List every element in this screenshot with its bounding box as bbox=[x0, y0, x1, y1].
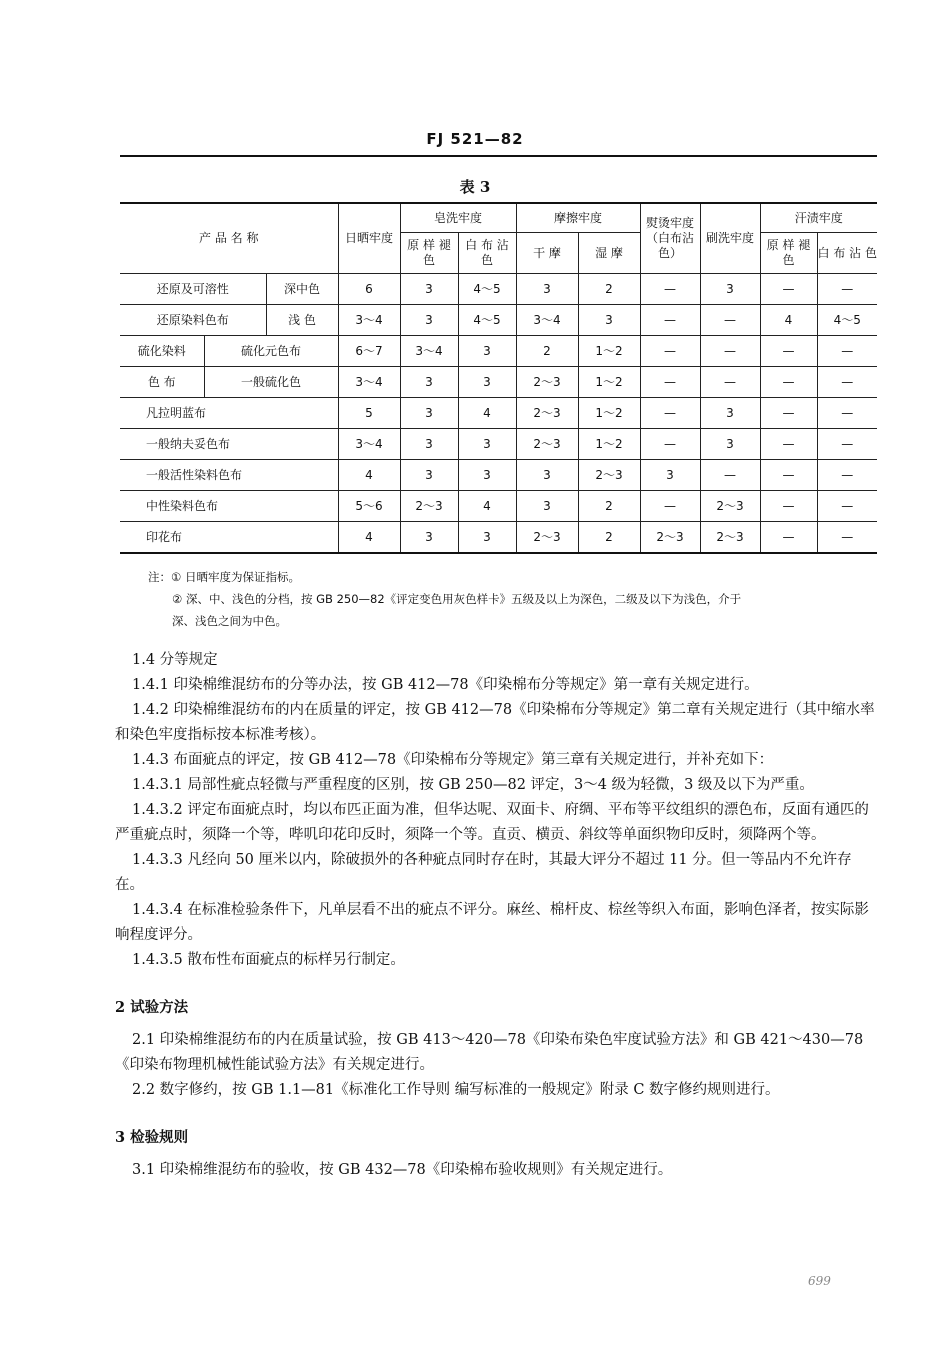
cell: 5～6 bbox=[338, 491, 400, 522]
cell: — bbox=[700, 367, 760, 398]
cell: 3 bbox=[578, 305, 640, 336]
cell: 4～5 bbox=[458, 305, 516, 336]
cell: — bbox=[760, 491, 817, 522]
cell: 3 bbox=[458, 367, 516, 398]
row-sub: 一般硫化色 bbox=[204, 367, 338, 398]
header-product: 产 品 名 称 bbox=[120, 203, 338, 274]
cell: — bbox=[640, 367, 700, 398]
cell: 2～3 bbox=[516, 522, 578, 554]
cell: 2～3 bbox=[516, 367, 578, 398]
header-rule bbox=[120, 155, 877, 157]
cell: — bbox=[760, 336, 817, 367]
row-group: 还原及可溶性 bbox=[120, 274, 266, 305]
header-sweat-orig: 原 样 褪 色 bbox=[760, 233, 817, 274]
cell: 1～2 bbox=[578, 336, 640, 367]
row-product: 印花布 bbox=[120, 522, 338, 554]
cell: 2 bbox=[578, 522, 640, 554]
row-group: 还原染料色布 bbox=[120, 305, 266, 336]
cell: — bbox=[760, 398, 817, 429]
header-iron-sub: （白布沾色） bbox=[645, 231, 694, 260]
row-product: 一般活性染料色布 bbox=[120, 460, 338, 491]
table-notes bbox=[148, 566, 878, 632]
cell: 4 bbox=[338, 460, 400, 491]
section-1-4: 1.4 分等规定 bbox=[132, 652, 218, 668]
cell: 3 bbox=[458, 522, 516, 554]
cell: — bbox=[817, 522, 877, 554]
cell: 1～2 bbox=[578, 429, 640, 460]
table-row bbox=[120, 522, 877, 554]
section-2-2: 2.2 数字修约，按 GB 1.1—81《标准化工作导则 编写标准的一般规定》附录 C 数字修约规则进行。 bbox=[132, 1082, 780, 1098]
cell: 3～4 bbox=[400, 336, 458, 367]
row-product: 一般纳夫妥色布 bbox=[120, 429, 338, 460]
cell: — bbox=[700, 460, 760, 491]
cell: 3 bbox=[458, 336, 516, 367]
header-soap-stain: 白 布 沾 色 bbox=[458, 233, 516, 274]
row-sub: 硫化元色布 bbox=[204, 336, 338, 367]
row-product: 中性染料色布 bbox=[120, 491, 338, 522]
cell: 3 bbox=[400, 522, 458, 554]
header-rub-dry: 干 摩 bbox=[516, 233, 578, 274]
cell: 3～4 bbox=[338, 367, 400, 398]
header-sweat: 汗渍牢度 bbox=[760, 203, 877, 233]
cell: 2～3 bbox=[700, 522, 760, 554]
table-row bbox=[120, 398, 877, 429]
fastness-table bbox=[120, 202, 877, 554]
section-1-4-2: 1.4.2 印染棉维混纺布的内在质量的评定，按 GB 412—78《印染棉布分等规定》第二章有关规定进行（其中缩水率和染色牢度指标按本标准考核）。 bbox=[115, 702, 875, 743]
section-1-4-3-4: 1.4.3.4 在标准检验条件下，凡单层看不出的疵点不评分。麻丝、棉杆皮、棕丝等织入布面，影响色泽者，按实际影响程度评分。 bbox=[115, 902, 869, 943]
cell: — bbox=[760, 274, 817, 305]
table-row bbox=[120, 367, 877, 398]
cell: 4 bbox=[760, 305, 817, 336]
header-soap: 皂洗牢度 bbox=[400, 203, 516, 233]
cell: — bbox=[760, 367, 817, 398]
cell: 3 bbox=[516, 460, 578, 491]
cell: 4 bbox=[458, 398, 516, 429]
cell: 3 bbox=[400, 460, 458, 491]
cell: 4～5 bbox=[817, 305, 877, 336]
cell: 4 bbox=[458, 491, 516, 522]
cell: — bbox=[817, 460, 877, 491]
cell: 2～3 bbox=[516, 398, 578, 429]
section-1-4-3-2: 1.4.3.2 评定布面疵点时，均以布匹正面为准，但华达呢、双面卡、府绸、平布等平纹组织的漂色布，反面有通匹的严重疵点时，须降一个等，哔叽印花印反时，须降一个等。直贡、横贡、斜纹等单面织物印反时，须降两个等。 bbox=[115, 802, 869, 843]
table-row bbox=[120, 429, 877, 460]
section-2-heading: 2 试验方法 bbox=[115, 999, 189, 1016]
cell: — bbox=[760, 429, 817, 460]
section-3-1: 3.1 印染棉维混纺布的验收，按 GB 432—78《印染棉布验收规则》有关规定进行。 bbox=[132, 1162, 673, 1178]
section-1-4-3: 1.4.3 布面疵点的评定，按 GB 412—78《印染棉布分等规定》第三章有关规定进行，并补充如下： bbox=[132, 752, 774, 768]
cell: 6 bbox=[338, 274, 400, 305]
section-1-4-1: 1.4.1 印染棉维混纺布的分等办法，按 GB 412—78《印染棉布分等规定》第一章有关规定进行。 bbox=[132, 677, 759, 693]
cell: 2 bbox=[578, 491, 640, 522]
cell: — bbox=[640, 429, 700, 460]
row-group: 色 布 bbox=[120, 367, 204, 398]
cell: 3 bbox=[400, 429, 458, 460]
cell: 2～3 bbox=[578, 460, 640, 491]
cell: 1～2 bbox=[578, 367, 640, 398]
table-title: 表 3 bbox=[459, 178, 491, 196]
page-number: 699 bbox=[808, 1274, 831, 1288]
cell: — bbox=[817, 491, 877, 522]
header-light: 日晒牢度 bbox=[338, 203, 400, 274]
document-id: FJ 521—82 bbox=[426, 130, 524, 148]
cell: 2～3 bbox=[400, 491, 458, 522]
cell: — bbox=[760, 460, 817, 491]
table-row bbox=[120, 460, 877, 491]
cell: — bbox=[640, 305, 700, 336]
header-brush: 刷洗牢度 bbox=[700, 203, 760, 274]
section-3-heading: 3 检验规则 bbox=[115, 1129, 189, 1146]
row-group: 硫化染料 bbox=[120, 336, 204, 367]
header-iron bbox=[640, 203, 700, 274]
row-sub: 深中色 bbox=[266, 274, 338, 305]
cell: 3～4 bbox=[338, 429, 400, 460]
cell: 3 bbox=[458, 460, 516, 491]
cell: 3 bbox=[400, 305, 458, 336]
cell: — bbox=[700, 305, 760, 336]
cell: 3 bbox=[400, 367, 458, 398]
table-row bbox=[120, 491, 877, 522]
row-product: 凡拉明蓝布 bbox=[120, 398, 338, 429]
note-2-cont: 深、浅色之间为中色。 bbox=[172, 614, 287, 628]
section-2-1: 2.1 印染棉维混纺布的内在质量试验，按 GB 413～420—78《印染布染色牢度试验方法》和 GB 421～430—78《印染布物理机械性能试验方法》有关规定进行。 bbox=[115, 1032, 864, 1073]
cell: 3 bbox=[700, 398, 760, 429]
cell: 4 bbox=[338, 522, 400, 554]
header-sweat-stain: 白 布 沾 色 bbox=[817, 233, 877, 274]
header-rub: 摩擦牢度 bbox=[516, 203, 640, 233]
cell: 2 bbox=[516, 336, 578, 367]
cell: — bbox=[817, 274, 877, 305]
note-1: 注：① 日晒牢度为保证指标。 bbox=[148, 570, 300, 584]
cell: 2～3 bbox=[516, 429, 578, 460]
cell: — bbox=[640, 398, 700, 429]
section-1-4-3-5: 1.4.3.5 散布性布面疵点的标样另行制定。 bbox=[132, 952, 405, 968]
section-1-4-3-3: 1.4.3.3 凡经向 50 厘米以内，除破损外的各种疵点同时存在时，其最大评分不超过 11 分。但一等品内不允许存在。 bbox=[115, 852, 852, 893]
cell: 3 bbox=[700, 429, 760, 460]
cell: 2～3 bbox=[640, 522, 700, 554]
cell: 6～7 bbox=[338, 336, 400, 367]
cell: 3 bbox=[640, 460, 700, 491]
section-1-4-3-1: 1.4.3.1 局部性疵点轻微与严重程度的区别，按 GB 250—82 评定，3～4 级为轻微，3 级及以下为严重。 bbox=[132, 777, 814, 793]
cell: — bbox=[700, 336, 760, 367]
cell: 3 bbox=[516, 491, 578, 522]
cell: 3 bbox=[700, 274, 760, 305]
cell: 3 bbox=[516, 274, 578, 305]
cell: 2 bbox=[578, 274, 640, 305]
table-row bbox=[120, 305, 877, 336]
cell: 5 bbox=[338, 398, 400, 429]
cell: — bbox=[817, 398, 877, 429]
cell: 3 bbox=[400, 274, 458, 305]
cell: 3 bbox=[458, 429, 516, 460]
cell: 3～4 bbox=[338, 305, 400, 336]
body-text bbox=[115, 648, 877, 1183]
cell: 3 bbox=[400, 398, 458, 429]
cell: — bbox=[640, 336, 700, 367]
header-iron-label: 熨烫牢度 bbox=[645, 216, 694, 230]
cell: — bbox=[760, 522, 817, 554]
table-row bbox=[120, 274, 877, 305]
cell: 3～4 bbox=[516, 305, 578, 336]
header-rub-wet: 湿 摩 bbox=[578, 233, 640, 274]
table-row bbox=[120, 336, 877, 367]
row-sub: 浅 色 bbox=[266, 305, 338, 336]
cell: — bbox=[817, 429, 877, 460]
cell: — bbox=[817, 336, 877, 367]
cell: — bbox=[640, 274, 700, 305]
cell: 2～3 bbox=[700, 491, 760, 522]
cell: 4～5 bbox=[458, 274, 516, 305]
cell: — bbox=[640, 491, 700, 522]
cell: 1～2 bbox=[578, 398, 640, 429]
cell: — bbox=[817, 367, 877, 398]
note-2: ② 深、中、浅色的分档，按 GB 250—82《评定变色用灰色样卡》五级及以上为深色，二级及以下为浅色，介于 bbox=[172, 592, 742, 606]
header-soap-orig: 原 样 褪 色 bbox=[400, 233, 458, 274]
